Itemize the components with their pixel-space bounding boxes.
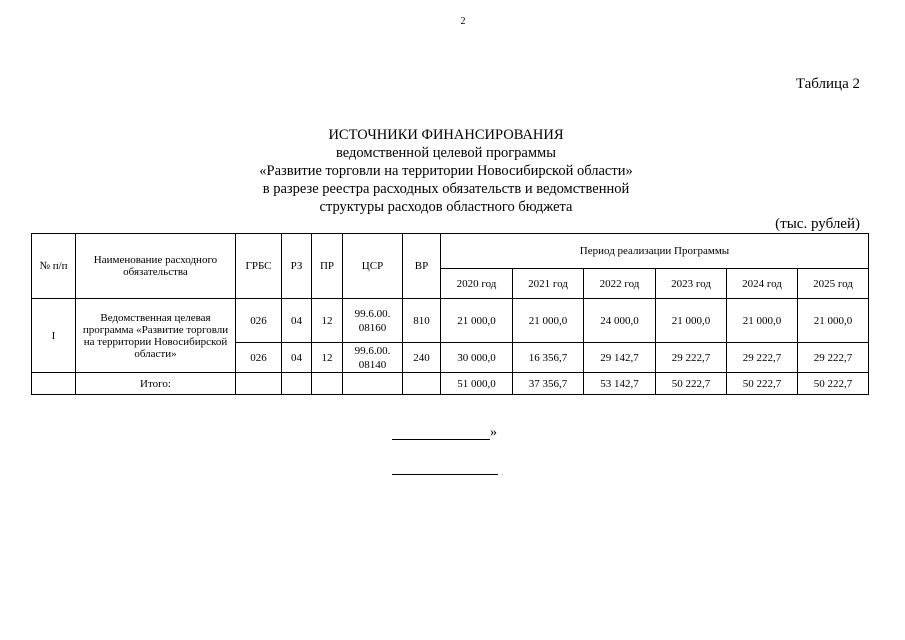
cell-pr: 12 <box>312 343 343 373</box>
total-value-2025: 50 222,7 <box>798 373 869 395</box>
cell-pr: 12 <box>312 299 343 343</box>
row-name-line: программа «Развитие торговли <box>82 323 229 336</box>
total-empty-cell <box>312 373 343 395</box>
row-num: I <box>32 299 76 373</box>
cell-csr-line: 99.6.00. <box>354 344 391 357</box>
header-rz: РЗ <box>282 234 312 299</box>
row-name-line: на территории Новосибирской <box>83 335 228 348</box>
header-year-2023: 2023 год <box>656 269 727 299</box>
title-line-5: структуры расходов областного бюджета <box>319 199 573 215</box>
total-label: Итого: <box>76 373 236 395</box>
header-year-2020: 2020 год <box>441 269 513 299</box>
cell-value-2023: 21 000,0 <box>656 299 727 343</box>
cell-value-2022: 29 142,7 <box>584 343 656 373</box>
cell-value-2025: 21 000,0 <box>798 299 869 343</box>
cell-value-2022: 24 000,0 <box>584 299 656 343</box>
signature-line-2 <box>392 474 498 475</box>
title-line-1: ИСТОЧНИКИ ФИНАНСИРОВАНИЯ <box>328 127 564 143</box>
header-csr: ЦСР <box>343 234 403 299</box>
total-value-2020: 51 000,0 <box>441 373 513 395</box>
page-number: 2 <box>460 16 466 27</box>
title-line-2: ведомственной целевой программы <box>336 145 556 161</box>
table-header-row <box>32 234 869 269</box>
row-name-line: области» <box>134 347 177 360</box>
total-empty-cell <box>282 373 312 395</box>
total-empty-cell <box>403 373 441 395</box>
total-value-2023: 50 222,7 <box>656 373 727 395</box>
cell-rz: 04 <box>282 343 312 373</box>
cell-grbs: 026 <box>236 343 282 373</box>
table-label: Таблица 2 <box>795 76 860 92</box>
header-period: Период реализации Программы <box>441 234 869 269</box>
total-num-cell <box>32 373 76 395</box>
header-year-2022: 2022 год <box>584 269 656 299</box>
cell-value-2024: 21 000,0 <box>727 299 798 343</box>
cell-value-2025: 29 222,7 <box>798 343 869 373</box>
total-empty-cell <box>236 373 282 395</box>
signature-line-1 <box>392 426 497 440</box>
header-year-2024: 2024 год <box>727 269 798 299</box>
table-total-row <box>32 373 869 395</box>
header-num: № п/п <box>32 234 76 299</box>
total-value-2024: 50 222,7 <box>727 373 798 395</box>
total-value-2022: 53 142,7 <box>584 373 656 395</box>
cell-value-2023: 29 222,7 <box>656 343 727 373</box>
cell-csr <box>343 299 403 343</box>
header-name: Наименование расходного обязательства <box>76 234 236 299</box>
row-name <box>76 299 236 373</box>
cell-csr <box>343 343 403 373</box>
header-year-2025: 2025 год <box>798 269 869 299</box>
cell-value-2020: 21 000,0 <box>441 299 513 343</box>
cell-vr: 810 <box>403 299 441 343</box>
header-vr: ВР <box>403 234 441 299</box>
header-pr: ПР <box>312 234 343 299</box>
cell-value-2024: 29 222,7 <box>727 343 798 373</box>
cell-grbs: 026 <box>236 299 282 343</box>
cell-csr-line: 99.6.00. <box>354 307 391 320</box>
row-name-line: Ведомственная целевая <box>100 311 211 324</box>
header-year-2021: 2021 год <box>513 269 584 299</box>
cell-csr-line: 08140 <box>358 358 387 371</box>
document-title <box>0 126 892 216</box>
signature-underline <box>392 426 490 440</box>
cell-vr: 240 <box>403 343 441 373</box>
cell-value-2021: 16 356,7 <box>513 343 584 373</box>
header-grbs: ГРБС <box>236 234 282 299</box>
total-empty-cell <box>343 373 403 395</box>
table-row <box>32 299 869 343</box>
total-value-2021: 37 356,7 <box>513 373 584 395</box>
cell-value-2020: 30 000,0 <box>441 343 513 373</box>
title-line-4: в разрезе реестра расходных обязательств и ведомственной <box>262 181 630 197</box>
financing-table <box>31 233 869 395</box>
cell-value-2021: 21 000,0 <box>513 299 584 343</box>
title-line-3: «Развитие торговли на территории Новосибирской области» <box>259 163 633 179</box>
closing-quote: » <box>490 425 497 440</box>
units-note: (тыс. рублей) <box>775 216 860 232</box>
cell-rz: 04 <box>282 299 312 343</box>
cell-csr-line: 08160 <box>358 321 387 334</box>
